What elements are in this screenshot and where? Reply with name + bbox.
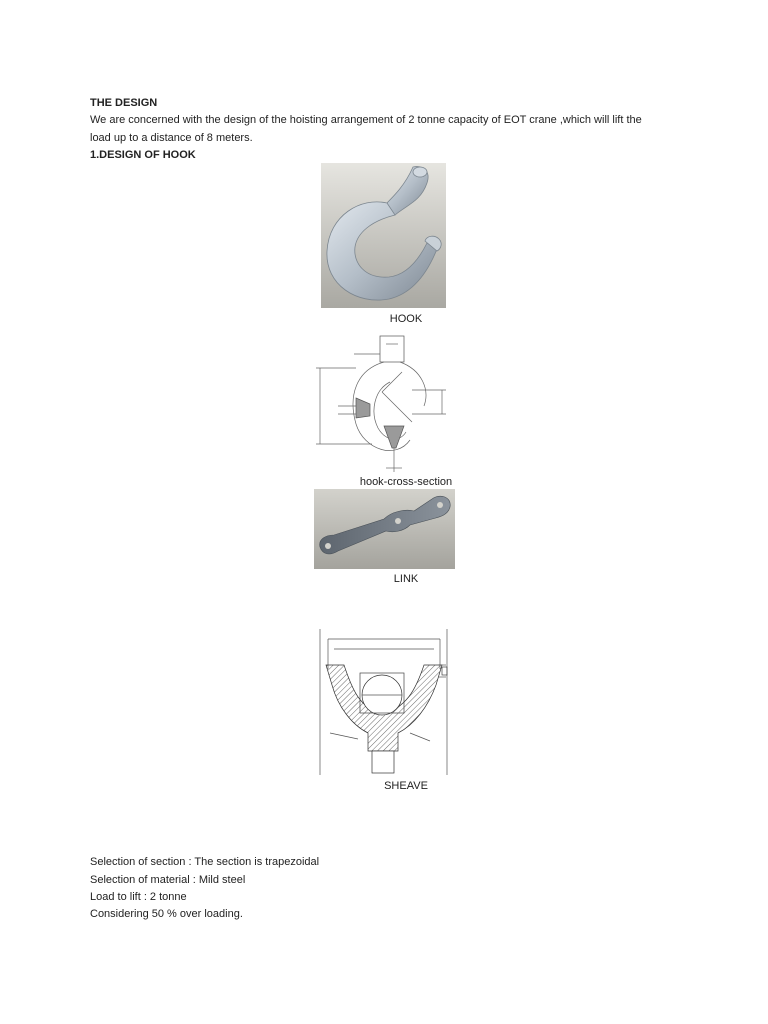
section-title: 1.DESIGN OF HOOK (90, 149, 196, 161)
link-image (314, 489, 455, 569)
sheave-caption: SHEAVE (384, 780, 428, 792)
spec-section: Selection of section : The section is trapezoidal (90, 856, 320, 868)
link-caption: LINK (393, 573, 419, 585)
intro-line-1: We are concerned with the design of the hoisting arrangement of 2 tonne capacity of EOT crane ,which will lift the (90, 114, 642, 126)
hook-caption: HOOK (389, 313, 423, 325)
spec-overload: Considering 50 % over loading. (90, 908, 243, 920)
intro-line-2: load up to a distance of 8 meters. (90, 132, 253, 144)
hook-cross-section-caption: hook-cross-section (359, 476, 453, 488)
hook-cross-section-diagram (312, 332, 452, 474)
spec-material: Selection of material : Mild steel (90, 874, 246, 886)
hook-image (321, 163, 446, 308)
heading: THE DESIGN (90, 97, 158, 109)
sheave-diagram (318, 629, 449, 777)
spec-load: Load to lift : 2 tonne (90, 891, 187, 903)
